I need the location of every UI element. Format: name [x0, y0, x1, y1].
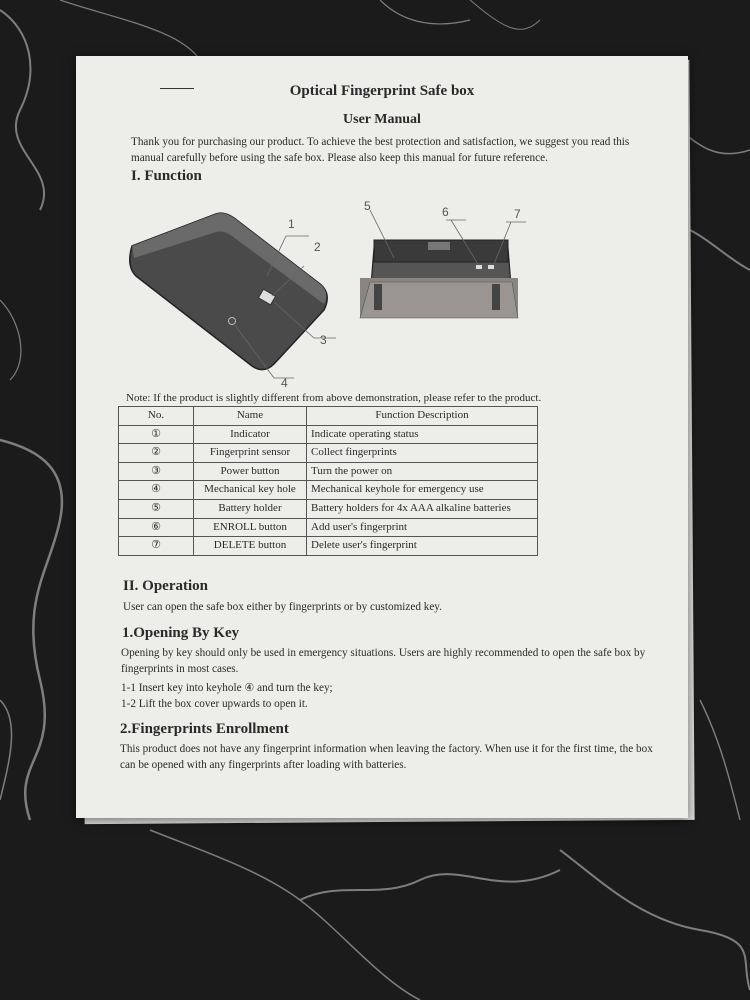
intro-paragraph: Thank you for purchasing our product. To achieve the best protection and satisfaction, we suggest you read this manual carefully before using the safe box. Please also keep this manual for future reference.	[131, 136, 630, 164]
table-cell-description: Indicate operating status	[307, 425, 538, 444]
function-table	[118, 406, 538, 556]
section-enrollment-heading: 2.Fingerprints Enrollment	[120, 721, 289, 737]
manual-page	[76, 56, 688, 818]
table-header-no: No.	[119, 407, 194, 426]
table-cell-no: ③	[119, 462, 194, 481]
table-cell-no: ①	[119, 425, 194, 444]
opening-step-2: 1-2 Lift the box cover upwards to open it.	[121, 698, 308, 710]
table-row	[119, 518, 538, 537]
table-cell-description: Collect fingerprints	[307, 444, 538, 463]
table-cell-description: Turn the power on	[307, 462, 538, 481]
section-operation-heading: II. Operation	[123, 578, 209, 594]
table-cell-name: DELETE button	[194, 537, 307, 556]
callout-2: 2	[314, 240, 321, 254]
table-cell-name: Indicator	[194, 425, 307, 444]
callout-7: 7	[514, 207, 521, 221]
table-cell-description: Delete user's fingerprint	[307, 537, 538, 556]
table-cell-name: Battery holder	[194, 499, 307, 518]
page-title: Optical Fingerprint Safe box	[289, 83, 475, 99]
table-cell-no: ⑤	[119, 499, 194, 518]
table-header-row	[119, 407, 538, 426]
table-cell-no: ⑦	[119, 537, 194, 556]
callout-4: 4	[281, 376, 288, 390]
table-cell-no: ②	[119, 444, 194, 463]
page-subtitle: User Manual	[343, 112, 421, 127]
table-cell-description: Mechanical keyhole for emergency use	[307, 481, 538, 500]
table-row	[119, 425, 538, 444]
table-cell-no: ④	[119, 481, 194, 500]
operation-paragraph: User can open the safe box either by fingerprints or by customized key.	[123, 601, 442, 613]
enrollment-paragraph: This product does not have any fingerprint information when leaving the factory. When use it for the first time, the box can be opened with any fingerprints after loading with batteries.	[120, 743, 653, 771]
callout-1: 1	[288, 217, 295, 231]
table-cell-no: ⑥	[119, 518, 194, 537]
closed-safe-illustration	[124, 206, 344, 391]
opening-by-key-paragraph: Opening by key should only be used in emergency situations. Users are highly recommended to open the safe box by fingerprints in most cases.	[121, 647, 646, 675]
table-header-description: Function Description	[307, 407, 538, 426]
table-row	[119, 462, 538, 481]
table-cell-name: Fingerprint sensor	[194, 444, 307, 463]
opening-step-1: 1-1 Insert key into keyhole ④ and turn the key;	[121, 682, 333, 694]
table-cell-name: Mechanical key hole	[194, 481, 307, 500]
table-row	[119, 481, 538, 500]
table-cell-name: ENROLL button	[194, 518, 307, 537]
callout-5: 5	[364, 199, 371, 213]
open-safe-illustration	[356, 198, 536, 320]
section-function-heading: I. Function	[131, 168, 202, 184]
section-opening-by-key-heading: 1.Opening By Key	[122, 625, 240, 641]
table-row	[119, 444, 538, 463]
table-header-name: Name	[194, 407, 307, 426]
callout-3: 3	[320, 333, 327, 347]
table-cell-name: Power button	[194, 462, 307, 481]
callout-6: 6	[442, 205, 449, 219]
table-cell-description: Add user's fingerprint	[307, 518, 538, 537]
demonstration-note: Note: If the product is slightly different from above demonstration, please refer to the product.	[126, 392, 542, 404]
table-row	[119, 537, 538, 556]
table-row	[119, 499, 538, 518]
table-cell-description: Battery holders for 4x AAA alkaline batteries	[307, 499, 538, 518]
